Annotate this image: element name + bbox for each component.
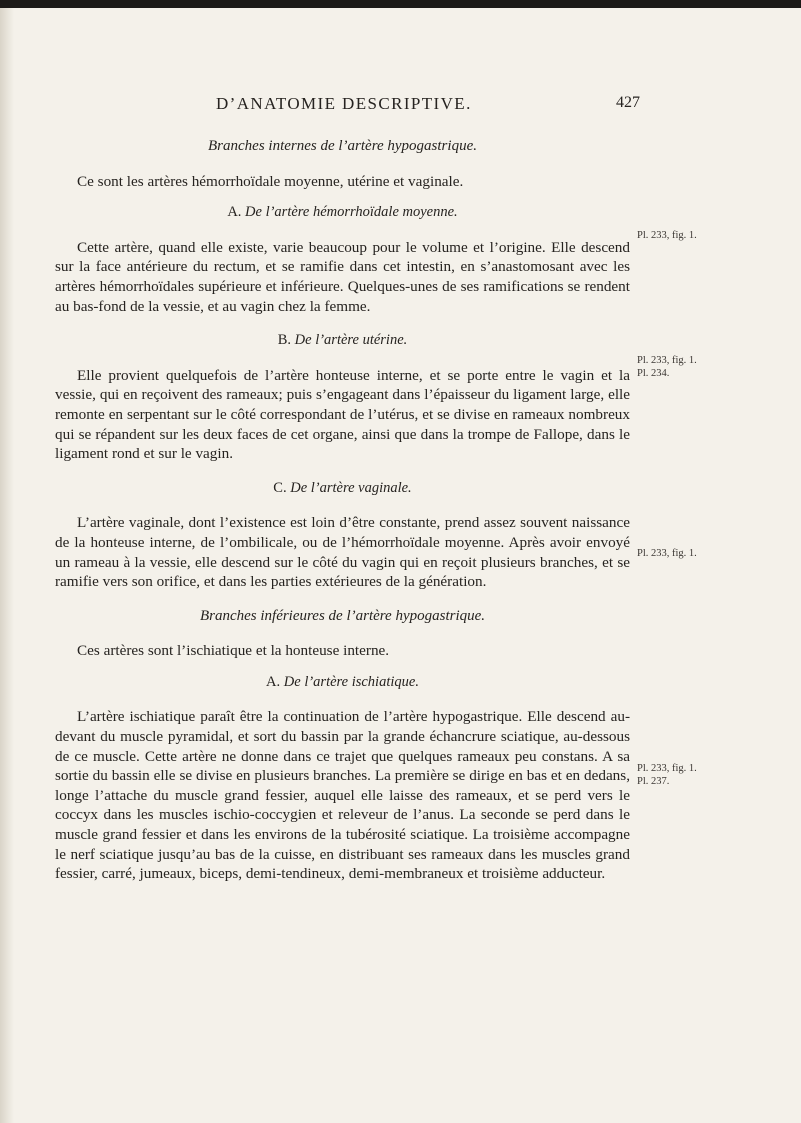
- section-title-internal-branches: Branches internes de l’artère hypogastrique.: [208, 138, 477, 154]
- subsection-title: De l’artère utérine.: [294, 332, 408, 349]
- subsection-heading-ischiatic: [55, 673, 630, 693]
- paragraph-ischiatic: L’artère ischiatique paraît être la continuation de l’artère hypogastrique. Elle descend au-devant du muscle pyramidal, et sort du bassin par la grande échancrure sciatique, au-dessous de ce muscle. Cette artère ne donne dans ce trajet que quelques rameaux peu constans. A sa sortie du bassin elle se divise en plusieurs branches. La première se dirige en bas et en dedans, longe l’attache du muscle grand fessier, auquel elle laisse des rameaux, et se perd vers le coccyx dans les muscles ischio-coccygien et releveur de l’anus. La seconde se perd dans le muscle grand fessier et dans les environs de la tubérosité sciatique. La troisième accompagne le nerf sciatique jusqu’au bas de la cuisse, en distribuant ses rameaux dans les muscles grand fessier, carré, jumeaux, biceps, demi-tendineux, demi-membraneux et troisième adducteur.: [55, 708, 630, 883]
- intro-inferior-branches: Ces artères sont l’ischiatique et la honteuse interne.: [77, 642, 390, 660]
- margin-note-vaginal: Pl. 233, fig. 1.: [637, 548, 697, 559]
- paragraph-vaginal: L’artère vaginale, dont l’existence est loin d’être constante, prend assez souvent naissance de la honteuse interne, de l’ombilicale, ou de l’hémorrhoïdale moyenne. Après avoir envoyé un rameau à la vessie, elle descend sur le côté du vagin qui en reçoit plusieurs branches, et se ramifie vers son orifice, et dans les parties extérieures de la génération.: [55, 514, 630, 591]
- subsection-letter: A.: [227, 204, 242, 221]
- section-title-inferior-branches: Branches inférieures de l’artère hypogastrique.: [199, 607, 486, 624]
- binding-shadow: [0, 8, 14, 1123]
- intro-internal-branches: Ce sont les artères hémorrhoïdale moyenne, utérine et vaginale.: [77, 172, 464, 190]
- margin-note-ischiatic-1: Pl. 233, fig. 1.: [637, 763, 697, 774]
- page-header: [0, 92, 801, 122]
- subsection-heading-vaginal: [55, 479, 630, 499]
- margin-note-ischiatic-2: Pl. 237.: [637, 776, 670, 787]
- subsection-title: De l’artère vaginale.: [290, 479, 412, 496]
- main-text: [55, 137, 630, 884]
- subsection-letter: C.: [273, 479, 287, 496]
- page-number: 427: [616, 94, 640, 111]
- scan-top-edge: [0, 0, 801, 8]
- margin-note-uterine-2: Pl. 234.: [637, 368, 670, 379]
- paragraph-hemorrhoidal: Cette artère, quand elle existe, varie beaucoup pour le volume et l’origine. Elle descend sur la face antérieure du rectum, et se ramifie dans cet intestin, en s’anastomosant avec les artères hémorrhoïdales supérieure et inférieure. Quelques-unes de ses ramifications se rendent au bas-fond de la vessie, et au vagin chez la femme.: [55, 238, 630, 315]
- margin-note-uterine-1: Pl. 233, fig. 1.: [637, 355, 697, 366]
- subsection-letter: A.: [266, 673, 281, 690]
- margin-note-hemorrhoidal: Pl. 233, fig. 1.: [637, 230, 697, 241]
- running-title: D’ANATOMIE DESCRIPTIVE.: [216, 94, 472, 113]
- paragraph-uterine: Elle provient quelquefois de l’artère honteuse interne, et se porte entre le vagin et la vessie, qui en reçoivent des rameaux; puis s’engageant dans l’épaisseur du ligament large, elle remonte en serpentant sur le côté correspondant de l’utérus, et se divise en rameaux nombreux qui se répandent sur les deux faces de cet organe, ainsi que dans la trompe de Fallope, dans le ligament rond et sur le vagin.: [55, 366, 630, 463]
- subsection-title: De l’artère ischiatique.: [283, 673, 419, 690]
- subsection-heading-uterine: [55, 331, 630, 351]
- subsection-heading-hemorrhoidal: [55, 203, 630, 223]
- subsection-letter: B.: [277, 332, 292, 349]
- subsection-title: De l’artère hémorrhoïdale moyenne.: [245, 204, 458, 221]
